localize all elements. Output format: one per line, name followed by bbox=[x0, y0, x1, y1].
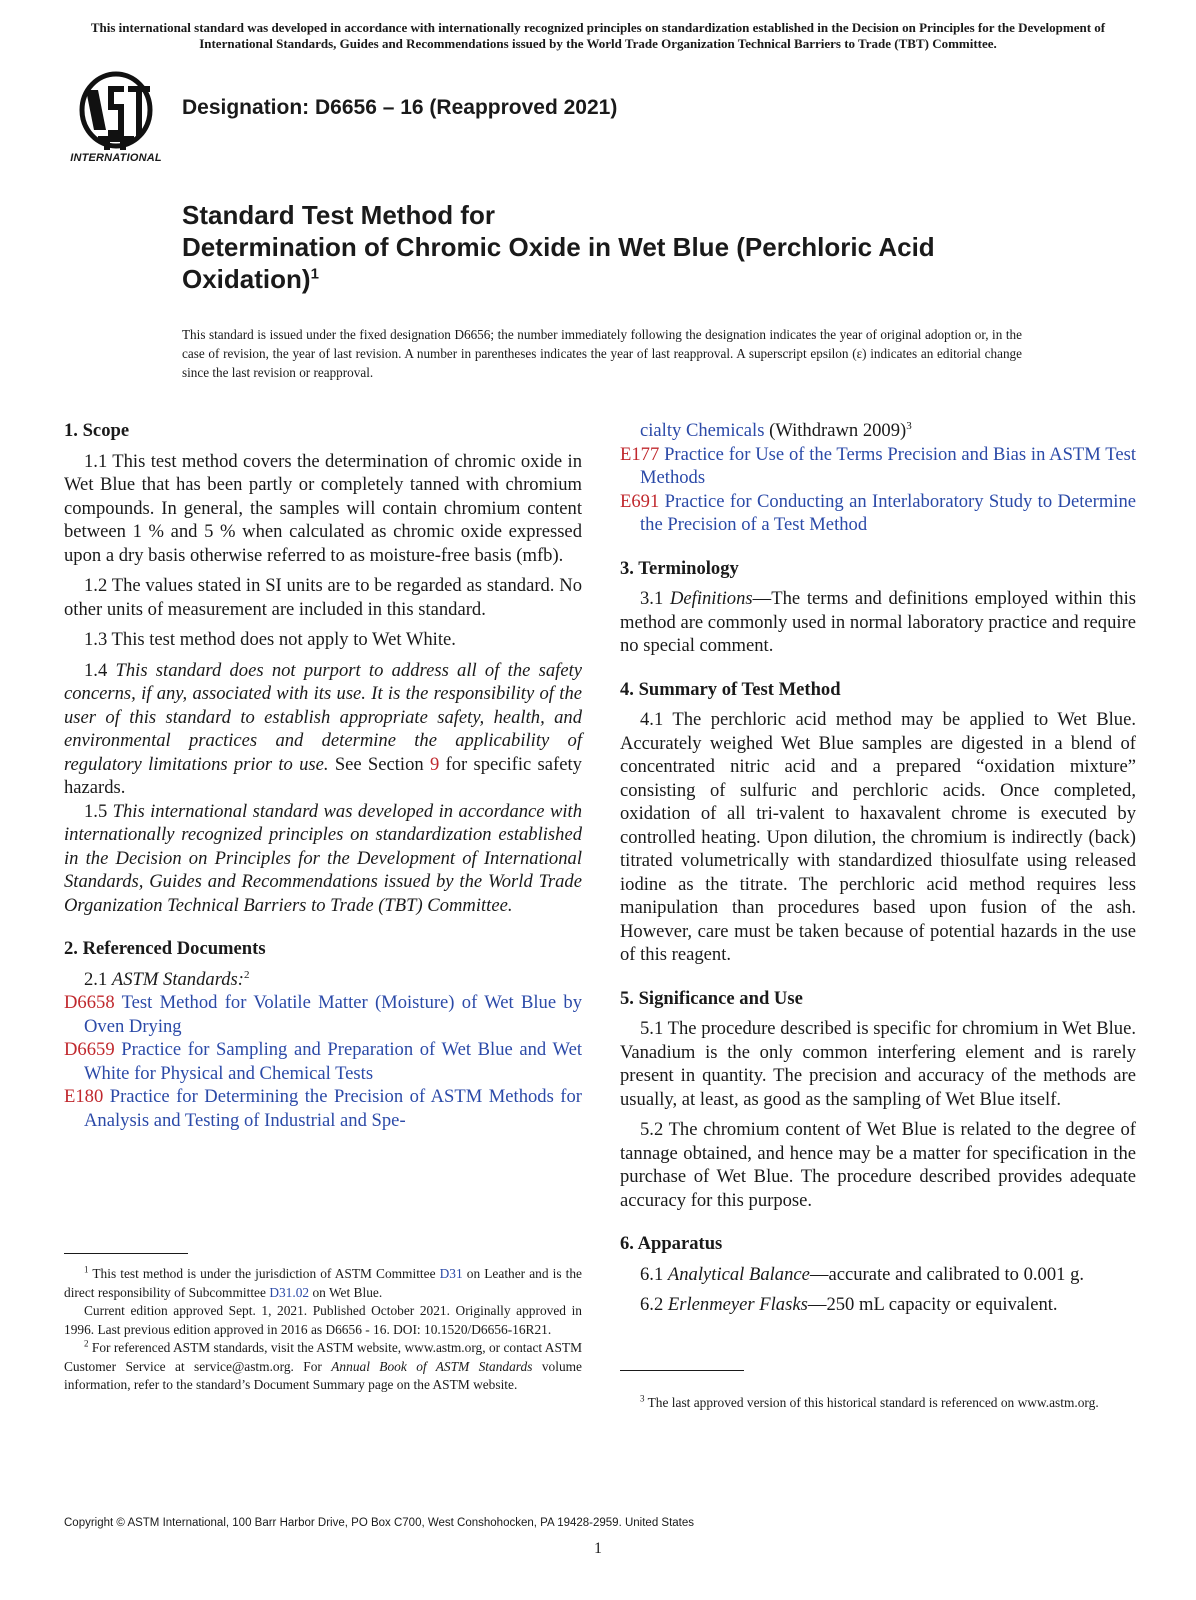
committee-link[interactable]: D31 bbox=[439, 1266, 463, 1281]
reference-code[interactable]: E691 bbox=[620, 490, 660, 512]
paragraph-6-2: 6.2 Erlenmeyer Flasks—250 mL capacity or equivalent. bbox=[640, 1294, 1058, 1315]
left-column bbox=[64, 419, 582, 1132]
header-notice: This international standard was developed in accordance with internationally recognized principles on standardization established in the Decision on Principles for the Development of International Standards, Guides and Recommendations issued by the World Trade Organization Technical Barriers to Trade (TBT) Committee. bbox=[90, 20, 1106, 51]
footnote-divider bbox=[64, 1253, 188, 1254]
reference-title[interactable]: Practice for Sampling and Preparation of Wet Blue and Wet White for Physical and Chemical Tests bbox=[84, 1039, 582, 1084]
reference-item[interactable] bbox=[64, 1085, 582, 1132]
footnote-1: $^1$ This test method is under the jurisdiction of ASTM Committee D31 on Leather and is the direct responsibility of Subcommittee D31.02 on Wet Blue. bbox=[64, 1264, 582, 1300]
title-line-1: Standard Test Method for bbox=[182, 200, 495, 230]
reference-code[interactable]: E177 bbox=[620, 443, 660, 465]
reference-code[interactable]: E180 bbox=[64, 1086, 104, 1107]
reference-code[interactable]: D6658 bbox=[64, 992, 115, 1013]
paragraph-3-1: 3.1 Definitions—The terms and definitions employed within this method are commonly used in normal laboratory practice and require no special comment. bbox=[620, 588, 1136, 656]
reference-title[interactable]: Test Method for Volatile Matter (Moisture) of Wet Blue by Oven Drying bbox=[84, 992, 582, 1037]
section-heading-apparatus: 6. Apparatus bbox=[620, 1233, 723, 1254]
footnotes-right bbox=[620, 1394, 1136, 1413]
reference-item[interactable] bbox=[620, 443, 1136, 490]
designation: Designation: D6656 – 16 (Reapproved 2021) bbox=[182, 96, 618, 119]
reference-code[interactable]: D6659 bbox=[64, 1039, 115, 1060]
section-heading-significance: 5. Significance and Use bbox=[620, 987, 803, 1009]
paragraph-1-1: 1.1 This test method covers the determination of chromic oxide in Wet Blue that has been partly or completely tanned with chromium compounds. In general, the samples will contain chromium content between 1 % and 5 % when calculated as chromic oxide expressed upon a dry basis otherwise referred to as moisture-free basis (mfb). bbox=[64, 450, 582, 566]
reference-item[interactable] bbox=[620, 490, 1136, 537]
footnote-3: $^3$ The last approved version of this historical standard is referenced on www.astm.org. bbox=[640, 1393, 1099, 1410]
logo-subtitle: INTERNATIONAL bbox=[70, 152, 162, 164]
title-footnote-mark: 1 bbox=[310, 265, 319, 283]
paragraph-1-4: 1.4 This standard does not purport to address all of the safety concerns, if any, associated with its use. It is the responsibility of the user of this standard to establish appropriate safety, health, and environmental practices and determine the applicability of regulatory limitations prior to use. See Section 9 for specific safety hazards. bbox=[64, 659, 582, 798]
footnote-1-edition: Current edition approved Sept. 1, 2021. Published October 2021. Originally approved in 1996. Last previous edition approved in 2016 as D6656 - 16. DOI: 10.1520/D6656-16R21. bbox=[64, 1303, 582, 1337]
paragraph-6-1: 6.1 Analytical Balance—accurate and calibrated to 0.001 g. bbox=[640, 1263, 1085, 1285]
reference-title[interactable]: Practice for Conducting an Interlaboratory Study to Determine the Precision of a Test Method bbox=[640, 490, 1136, 535]
paragraph-5-2: 5.2 The chromium content of Wet Blue is related to the degree of tannage obtained, and hence may be a matter for specification in the purchase of Wet Blue. The procedure described provides adequate accuracy for this purpose. bbox=[620, 1119, 1136, 1211]
section-heading-summary: 4. Summary of Test Method bbox=[620, 678, 841, 700]
right-column bbox=[620, 419, 1136, 1324]
section-heading-terminology: 3. Terminology bbox=[620, 557, 739, 579]
document-title bbox=[182, 199, 1002, 295]
paragraph-5-1: 5.1 The procedure described is specific for chromium in Wet Blue. Vanadium is the only common interfering element and is rarely present in quantity. The precision and accuracy of the methods are usually, at least, as good as the sampling of Wet Blue itself. bbox=[620, 1018, 1136, 1110]
paragraph-2-1: 2.1 ASTM Standards:$^2$ bbox=[84, 968, 250, 990]
paragraph-1-3: 1.3 This test method does not apply to Wet White. bbox=[84, 629, 456, 650]
paragraph-1-5: 1.5 This international standard was developed in accordance with internationally recognized principles on standardization established in the Decision on Principles for the Development of International Standards, Guides and Recommendations issued by the World Trade Organization Technical Barriers to Trade (TBT) Committee. bbox=[64, 800, 582, 916]
astm-logo bbox=[64, 70, 168, 166]
footnote-divider bbox=[620, 1370, 744, 1371]
reference-title[interactable]: cialty Chemicals bbox=[640, 420, 765, 441]
footnotes-left bbox=[64, 1265, 582, 1395]
astm-logo-icon bbox=[64, 70, 168, 150]
reference-item[interactable] bbox=[64, 991, 582, 1038]
reference-continuation[interactable]: cialty Chemicals (Withdrawn 2009)$^3$ bbox=[640, 419, 912, 441]
subcommittee-link[interactable]: D31.02 bbox=[269, 1284, 310, 1300]
section-heading-referenced: 2. Referenced Documents bbox=[64, 938, 266, 959]
section-9-link[interactable]: 9 bbox=[429, 753, 440, 775]
reference-title[interactable]: Practice for Determining the Precision of ASTM Methods for Analysis and Testing of Industrial and Spe- bbox=[84, 1086, 582, 1131]
issue-note: This standard is issued under the fixed designation D6656; the number immediately following the designation indicates the year of original adoption or, in the case of revision, the year of last revision. A number in parentheses indicates the year of last reapproval. A superscript epsilon (ε) indicates an editorial change since the last revision or reapproval. bbox=[182, 327, 1022, 380]
page-number: 1 bbox=[594, 1540, 602, 1557]
reference-title[interactable]: Practice for Use of the Terms Precision and Bias in ASTM Test Methods bbox=[640, 443, 1136, 488]
reference-item[interactable] bbox=[64, 1038, 582, 1085]
paragraph-4-1: 4.1 The perchloric acid method may be applied to Wet Blue. Accurately weighed Wet Blue samples are digested in a blend of concentrated nitric acid and a prepared “oxidation mixture” consisting of sulfuric and perchloric acids. Once completed, oxidation of all tri-valent to haxavalent chrome is executed by controlled heating. Upon dilution, the chromium is indirectly (back) titrated volumetrically with standardized thiosulfate using released iodine as the titrate. The perchloric acid method requires less manipulation than procedures based upon fusion of the ash. However, care must be taken because of potential hazards in the use of this reagent. bbox=[620, 709, 1136, 965]
paragraph-1-2: 1.2 The values stated in SI units are to be regarded as standard. No other units of measurement are included in this standard. bbox=[64, 575, 582, 620]
copyright-line: Copyright © ASTM International, 100 Barr Harbor Drive, PO Box C700, West Conshohocken, PA 19428-2959. United States bbox=[64, 1517, 695, 1529]
footnote-2: $^2$ For referenced ASTM standards, visit the ASTM website, www.astm.org, or contact ASTM Customer Service at service@astm.org. For Annual Book of ASTM Standards volume information, refer to the standard’s Document Summary page on the ASTM website. bbox=[64, 1338, 582, 1392]
reference-withdrawn: (Withdrawn 2009) bbox=[769, 420, 907, 441]
title-line-2: Determination of Chromic Oxide in Wet Blue (Perchloric Acid Oxidation)$^1$ bbox=[182, 232, 935, 294]
section-heading-scope: 1. Scope bbox=[64, 420, 130, 441]
